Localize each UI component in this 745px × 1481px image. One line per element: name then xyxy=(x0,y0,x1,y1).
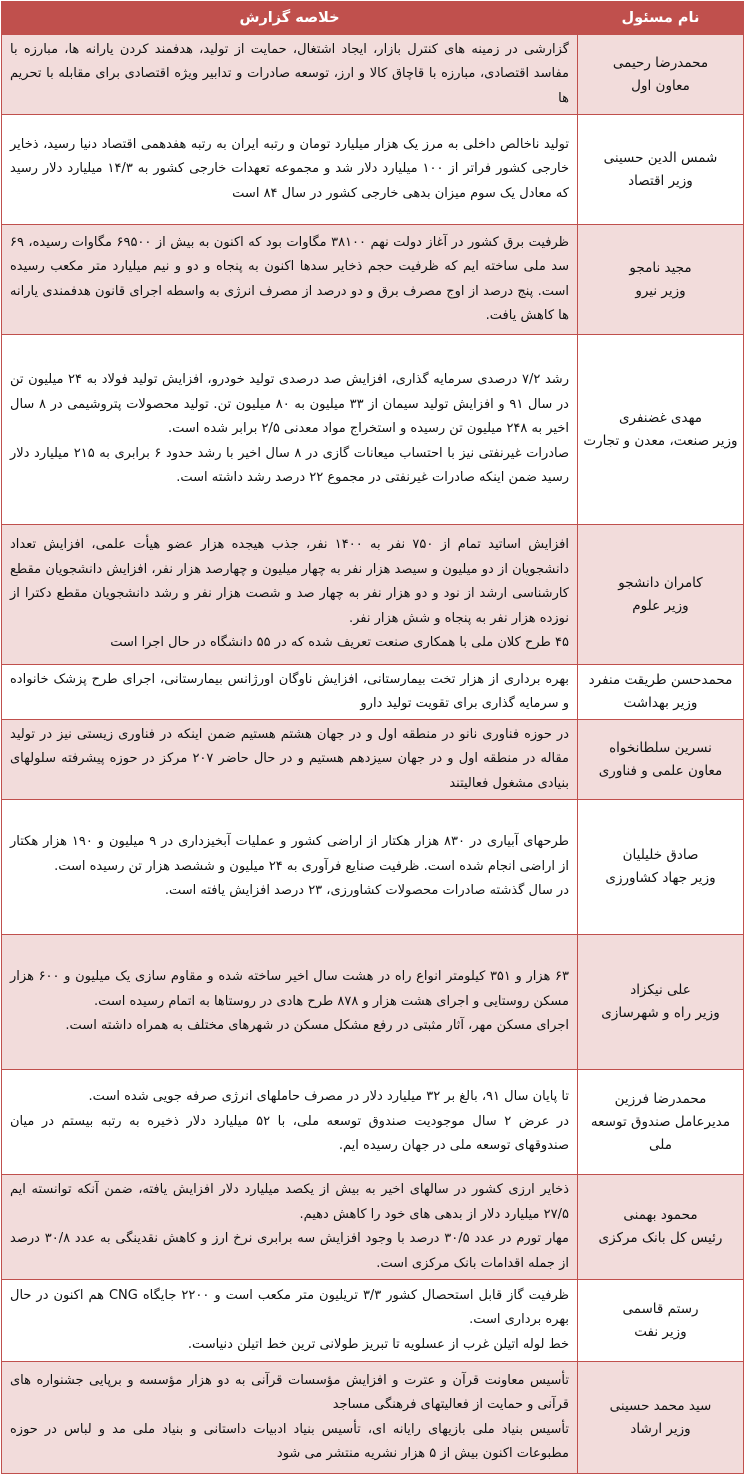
summary-paragraph: طرحهای آبیاری در ۸۳۰ هزار هکتار از اراضی کشور و عملیات آبخیزداری در ۹ میلیون و ۱۹۰ هزار هکتار از اراضی انجام شده است. ظرفیت صنایع فرآوری به ۲۴ میلیون و ششصد هزار تن رسیده است. xyxy=(10,834,569,874)
summary-paragraph: رشد ۷/۲ درصدی سرمایه گذاری، افزایش صد درصدی تولید خودرو، افزایش تولید فولاد به ۲۴ میلیون تن در سال ۹۱ و افزایش تولید سیمان از ۳۳ میلیون به ۸۰ میلیون تن. تولید محصولات پتروشیمی در ۸ سال اخیر به ۲۴۸ میلیون تن رسیده و استخراج مواد معدنی ۲/۵ برابر شده است. xyxy=(10,372,569,437)
official-name: مجید نامجو xyxy=(629,259,692,276)
summary-paragraph: تا پایان سال ۹۱، بالغ بر ۳۲ میلیارد دلار در مصرف حاملهای انرژی صرفه جویی شده است. xyxy=(88,1089,569,1105)
official-title: معاون علمی و فناوری xyxy=(598,762,723,779)
table-row xyxy=(2,935,744,1070)
table-row xyxy=(2,115,744,225)
official-name: مهدی غضنفری xyxy=(618,409,703,426)
official-cell xyxy=(578,935,744,1070)
official-cell xyxy=(578,1362,744,1474)
summary-cell xyxy=(2,720,578,800)
header-summary: خلاصه گزارش xyxy=(2,2,578,35)
summary-paragraph: ۴۵ طرح کلان ملی با همکاری صنعت تعریف شده که در ۵۵ دانشگاه در حال اجرا است xyxy=(110,635,569,651)
summary-paragraph: در حوزه فناوری نانو در منطقه اول و در جهان هشتم هستیم ضمن اینکه در فناوری زیستی نیز در تولید مقاله در منطقه اول و در جهان سیزدهم هستیم و در حال حاضر ۲۰۷ مرکز در حوزه پیشرفته سلولهای بنیادی مشغول فعالیتند xyxy=(10,726,569,791)
table-row xyxy=(2,1280,744,1362)
official-title: وزیر راه و شهرسازی xyxy=(601,1005,720,1021)
official-cell xyxy=(578,665,744,720)
official-title: وزیر نفت xyxy=(634,1323,687,1340)
table-row xyxy=(2,1175,744,1280)
summary-paragraph: مهار تورم در عدد ۳۰/۵ درصد با وجود افزایش سه برابری نرخ ارز و کاهش نقدینگی به عدد ۳۰/۸ درصد از جمله اقدامات بانک مرکزی است. xyxy=(10,1231,570,1271)
summary-cell xyxy=(2,1280,578,1362)
official-name: سید محمد حسینی xyxy=(609,1397,712,1414)
official-title: رئیس کل بانک مرکزی xyxy=(598,1230,723,1246)
table-row xyxy=(2,1070,744,1175)
summary-paragraph: صادرات غیرنفتی نیز با احتساب میعانات گازی در ۸ سال اخیر با رشد حدود ۶ برابری به ۲۱۵ میلیارد دلار رسید ضمن اینکه صادرات غیرنفتی در مجموع ۲۲ درصد رشد داشته است. xyxy=(10,445,570,486)
official-name: علی نیکزاد xyxy=(630,982,691,998)
official-title: وزیر صنعت، معدن و تجارت xyxy=(583,432,738,449)
summary-cell xyxy=(2,225,578,335)
header-row xyxy=(2,2,744,35)
report-rows xyxy=(2,35,744,1474)
official-title: وزیر اقتصاد xyxy=(628,172,693,189)
table-row xyxy=(2,665,744,720)
summary-cell xyxy=(2,665,578,720)
header-name: نام مسئول xyxy=(578,2,744,35)
official-name: صادق خلیلیان xyxy=(622,847,699,863)
summary-paragraph: در عرض ۲ سال موجودیت صندوق توسعه ملی، با ۵۲ میلیارد دلار ذخیره به رتبه بیستم در میان صندوقهای توسعه ملی در جهان رسیده ایم. xyxy=(10,1113,569,1154)
official-title: وزیر بهداشت xyxy=(623,695,698,711)
official-cell xyxy=(578,720,744,800)
official-title: معاون اول xyxy=(631,77,690,94)
official-cell xyxy=(578,1070,744,1175)
table-row xyxy=(2,35,744,115)
table-row xyxy=(2,525,744,665)
official-title: مدیرعامل صندوق توسعه ملی xyxy=(590,1113,731,1153)
summary-cell xyxy=(2,1362,578,1474)
official-title: وزیر جهاد کشاورزی xyxy=(605,870,716,886)
summary-paragraph: ۶۳ هزار و ۳۵۱ کیلومتر انواع راه در هشت سال اخیر ساخته شده و مقاوم سازی یک میلیون و ۶۰۰ هزار مسکن روستایی و اجرای هشت هزار و ۸۷۸ طرح هادی در روستاها به اتمام رسیده است. xyxy=(10,969,569,1009)
official-name: محمدحسن طریقت منفرد xyxy=(588,672,733,688)
table-row xyxy=(2,225,744,335)
summary-cell xyxy=(2,115,578,225)
table-row xyxy=(2,800,744,935)
summary-cell xyxy=(2,935,578,1070)
summary-paragraph: در سال گذشته صادرات محصولات کشاورزی، ۲۳ درصد افزایش یافته است. xyxy=(164,883,569,899)
official-title: وزیر ارشاد xyxy=(630,1420,691,1437)
official-title: وزیر علوم xyxy=(632,597,689,614)
official-cell xyxy=(578,35,744,115)
table-row xyxy=(2,335,744,525)
table-row xyxy=(2,720,744,800)
official-cell xyxy=(578,1280,744,1362)
summary-cell xyxy=(2,35,578,115)
official-name: محمدرضا رحیمی xyxy=(612,54,709,71)
official-name: رستم قاسمی xyxy=(622,1300,699,1317)
official-name: کامران دانشجو xyxy=(618,574,703,591)
official-cell xyxy=(578,115,744,225)
summary-paragraph: ظرفیت گاز قابل استحصال کشور ۳/۳ تریلیون متر مکعب است و ۲۲۰۰ جایگاه CNG هم اکنون در حال بهره برداری است. xyxy=(10,1287,569,1328)
summary-paragraph: اجرای مسکن مهر، آثار مثبتی در رفع مشکل مسکن در شهرهای مختلف به همراه داشته است. xyxy=(65,1018,569,1034)
summary-cell xyxy=(2,800,578,935)
official-name: شمس الدین حسینی xyxy=(603,149,718,166)
summary-cell xyxy=(2,1070,578,1175)
summary-paragraph: ظرفیت برق کشور در آغاز دولت نهم ۳۸۱۰۰ مگاوات بود که اکنون به بیش از ۶۹۵۰۰ مگاوات رسیده، ۶۹ سد ملی ساخته ایم که ظرفیت حجم ذخایر سدها اکنون به پنجاه و دو و نیم میلیارد متر مکعب رسیده است. پنج درصد از اوج مصرف برق و دو درصد از مصرف انرژی به واسطه اجرای قانون هدفمندی یارانه ها کاهش یافت. xyxy=(10,234,570,323)
summary-paragraph: تأسیس معاونت قرآن و عترت و افزایش مؤسسات قرآنی به دو هزار مؤسسه و برپایی جشنواره های قرآنی و حمایت از فعالیتهای فرهنگی مساجد xyxy=(10,1372,569,1412)
summary-cell xyxy=(2,1175,578,1280)
official-cell xyxy=(578,800,744,935)
summary-paragraph: افزایش اساتید تمام از ۷۵۰ نفر به ۱۴۰۰ نفر، جذب هیجده هزار عضو هیأت علمی، افزایش تعداد دانشجویان از دو میلیون و سیصد هزار نفر به چهار میلیون و چهارصد هزار نفر، افزایش دانشجویان مقطع کارشناسی ارشد از نود و دو هزار نفر به چهار صد و شصت هزار نفر و رشد دانشجویان مقطع دکترا از نوزده هزار نفر به پنجاه و شش هزار نفر. xyxy=(10,537,569,626)
summary-paragraph: تولید ناخالص داخلی به مرز یک هزار میلیارد تومان و رتبه ایران به رتبه هفدهمی اقتصاد دنیا رسید، ذخایر خارجی کشور فراتر از ۱۰۰ میلیارد دلار شد و مجموعه تعهدات خارجی کشور به ۱۴/۳ میلیارد دلار رسید که معادل یک سوم میزان بدهی خارجی کشور در سال ۸۴ است xyxy=(10,136,570,201)
summary-cell xyxy=(2,335,578,525)
summary-paragraph: ذخایر ارزی کشور در سالهای اخیر به بیش از یکصد میلیارد دلار افزایش یافته، ضمن آنکه توانسته ایم ۲۷/۵ میلیارد دلار از بدهی های خود را کاهش دهیم. xyxy=(10,1182,569,1222)
summary-paragraph: بهره برداری از هزار تخت بیمارستانی، افزایش ناوگان اورژانس بیمارستانی، اجرای طرح پزشک خانواده و سرمایه گذاری برای تقویت تولید دارو xyxy=(10,671,569,711)
official-title: وزیر نیرو xyxy=(635,282,686,299)
report-table xyxy=(1,1,744,1474)
table-row xyxy=(2,1362,744,1474)
summary-paragraph: تأسیس بنیاد ملی بازیهای رایانه ای، تأسیس بنیاد ادبیات داستانی و بنیاد ملی مد و لباس در حوزه مطبوعات اکنون بیش از ۵ هزار نشریه منتشر می شود xyxy=(10,1421,569,1461)
official-name: نسرین سلطانخواه xyxy=(609,739,712,756)
summary-paragraph: گزارشی در زمینه های کنترل بازار، ایجاد اشتغال، حمایت از تولید، هدفمند کردن یارانه ها، مبارزه با مفاسد اقتصادی، مبارزه با قاچاق کالا و ارز، توسعه صادرات و تدابیر ویژه اقتصادی برای مقابله با تحریم ها xyxy=(10,41,569,106)
summary-paragraph: خط لوله اتیلن غرب از عسلویه تا تبریز طولانی ترین خط اتیلن دنیاست. xyxy=(187,1336,569,1352)
official-cell xyxy=(578,225,744,335)
summary-cell xyxy=(2,525,578,665)
official-cell xyxy=(578,525,744,665)
official-name: محمود بهمنی xyxy=(623,1207,698,1223)
official-name: محمدرضا فرزین xyxy=(614,1090,707,1107)
official-cell xyxy=(578,1175,744,1280)
official-cell xyxy=(578,335,744,525)
